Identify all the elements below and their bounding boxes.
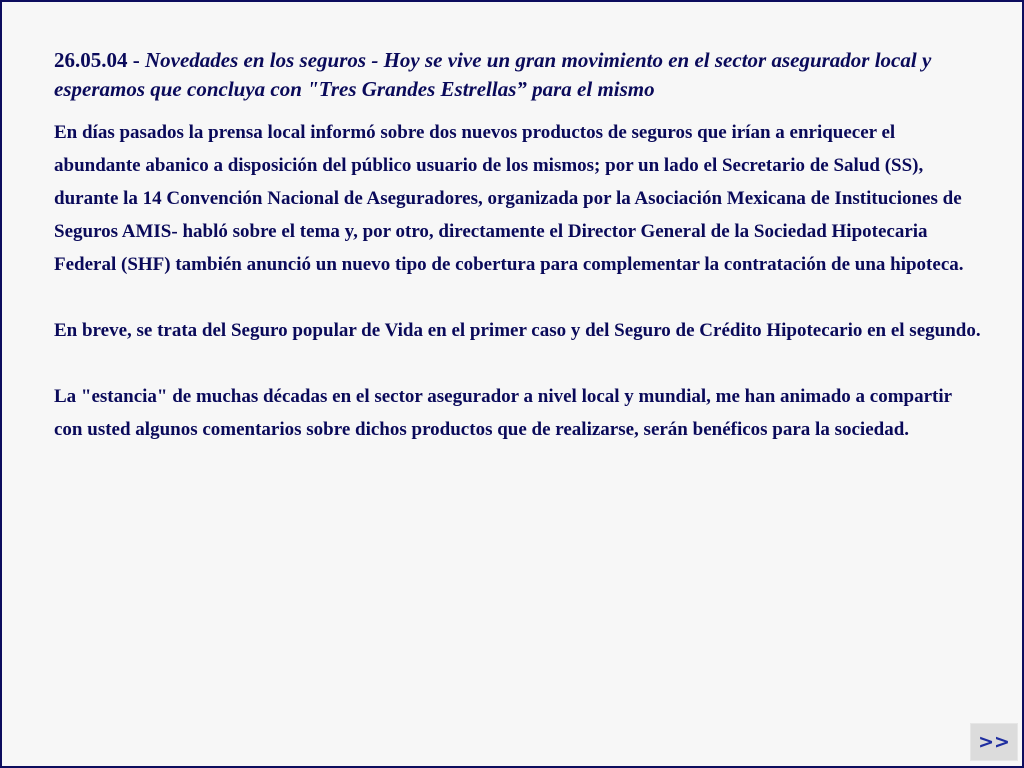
next-button[interactable]: >> [970,723,1018,761]
paragraph-2: En breve, se trata del Seguro popular de Vida en el primer caso y del Seguro de Crédito Hipotecario en el segundo. [54,320,981,341]
paragraph-gap [54,347,984,380]
article-heading [54,46,984,104]
article-date: 26.05.04 - [54,48,140,72]
paragraph-gap [54,281,984,314]
article-content [54,46,984,446]
paragraph-1: En días pasados la prensa local informó sobre dos nuevos productos de seguros que irían a enriquecer el abundante abanico a disposición del público usuario de los mismos; por un lado el Secretario de Salud (SS), durante la 14 Convención Nacional de Aseguradores, organizada por la Asociación Mexicana de Instituciones de Seguros AMIS- habló sobre el tema y, por otro, directamente el Director General de la Sociedad Hipotecaria Federal (SHF) también anunció un nuevo tipo de cobertura para complementar la contratación de una hipoteca. [54,122,964,275]
heading-separator: - [371,48,379,72]
article-title: Novedades en los seguros [145,48,367,72]
paragraph-3: La "estancia" de muchas décadas en el sector asegurador a nivel local y mundial, me han animado a compartir con usted algunos comentarios sobre dichos productos que de realizarse, serán benéficos para la sociedad. [54,386,952,440]
article-subtitle: Hoy se vive un gran movimiento en el sector asegurador local y esperamos que concluya con "Tres Grandes Estrellas” para el mismo [54,48,932,101]
